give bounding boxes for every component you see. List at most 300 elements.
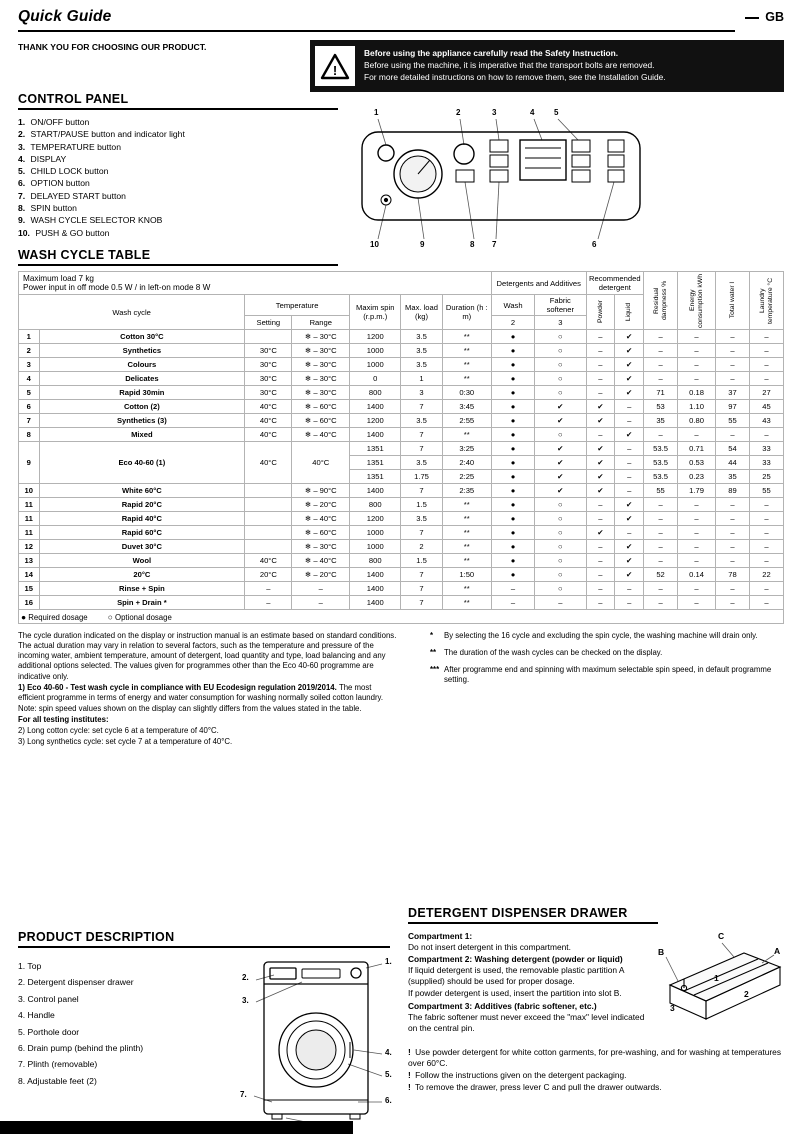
cycle-number: 12 <box>19 540 40 554</box>
temp-setting-cell <box>245 540 292 554</box>
cell-duration: ** <box>442 582 491 596</box>
warning-line-2: Before using the machine, it is imperative that the transport bolts are removed. <box>364 60 655 71</box>
machine-callout-5: 5. <box>385 1070 392 1079</box>
cycle-name: Rapid 30min <box>39 386 245 400</box>
cell-wash: ● <box>491 512 534 526</box>
table-note-bold: For all testing institutes: <box>18 715 109 724</box>
cell-liquid: – <box>615 484 644 498</box>
cell-softener: – <box>535 596 586 610</box>
header-rule <box>18 8 735 32</box>
drawer-label-a: A <box>774 946 781 956</box>
product-list-item: 5. Porthole door <box>18 1026 80 1037</box>
cell-wash: ● <box>491 456 534 470</box>
cell-dampness: – <box>644 372 678 386</box>
temp-range-cell: ❄ – 30°C <box>292 372 350 386</box>
cell-water: – <box>716 330 750 344</box>
temp-range-cell: – <box>292 596 350 610</box>
cell-temp: – <box>749 554 783 568</box>
cell-load: 1.75 <box>401 470 442 484</box>
col-total-water: Total water l <box>716 272 750 330</box>
cell-dampness: 53.5 <box>644 470 678 484</box>
cell-softener: ○ <box>535 540 586 554</box>
cell-load: 3 <box>401 386 442 400</box>
cell-temp: 27 <box>749 386 783 400</box>
footnote-text: The duration of the wash cycles can be checked on the display. <box>444 648 663 658</box>
temp-setting-cell <box>245 484 292 498</box>
cycle-number: 2 <box>19 344 40 358</box>
wash-cycle-row <box>19 400 784 414</box>
cell-duration: ** <box>442 358 491 372</box>
cycle-name: Rapid 40°C <box>39 512 245 526</box>
cell-liquid: ✔ <box>615 358 644 372</box>
cell-water: – <box>716 344 750 358</box>
cycle-number: 8 <box>19 428 40 442</box>
cell-spin: 1400 <box>350 596 401 610</box>
cell-wash: ● <box>491 372 534 386</box>
col-laundry-temperature: Laundry temperature °C <box>749 272 783 330</box>
control-panel-diagram <box>352 108 652 250</box>
cell-spin: 1351 <box>350 456 401 470</box>
cell-duration: ** <box>442 540 491 554</box>
cell-powder: ✔ <box>586 456 615 470</box>
detergent-paragraph-title: Compartment 2: Washing detergent (powder or liquid) <box>408 954 623 965</box>
cycle-number: 16 <box>19 596 40 610</box>
cell-liquid: – <box>615 596 644 610</box>
wash-cycle-row <box>19 330 784 344</box>
cell-temp: 43 <box>749 414 783 428</box>
table-note: 3) Long synthetics cycle: set cycle 7 at a temperature of 40°C. <box>18 737 233 747</box>
warning-triangle-icon <box>315 46 355 86</box>
footnote-mark: *** <box>430 665 440 675</box>
cycle-name: Rinse + Spin <box>39 582 245 596</box>
temp-range-cell: ❄ – 30°C <box>292 344 350 358</box>
product-description-heading: PRODUCT DESCRIPTION <box>18 930 390 948</box>
table-footnote <box>430 648 780 658</box>
cell-spin: 1351 <box>350 442 401 456</box>
cell-energy: 0.23 <box>678 470 716 484</box>
cycle-number: 11 <box>19 512 40 526</box>
cycle-name: 20°C <box>39 568 245 582</box>
temp-range-cell: ❄ – 40°C <box>292 554 350 568</box>
cell-spin: 800 <box>350 554 401 568</box>
cell-softener: ✔ <box>535 442 586 456</box>
cell-energy: – <box>678 582 716 596</box>
cell-spin: 1200 <box>350 330 401 344</box>
cell-water: – <box>716 372 750 386</box>
cell-powder: ✔ <box>586 484 615 498</box>
cell-powder: – <box>586 428 615 442</box>
cell-dampness: – <box>644 344 678 358</box>
cell-spin: 1400 <box>350 484 401 498</box>
col-softener-num: 3 <box>535 316 586 330</box>
temp-range-cell: 40°C <box>292 442 350 484</box>
wash-cycle-row <box>19 414 784 428</box>
panel-callout-7: 7 <box>492 240 497 249</box>
cell-energy: 1.10 <box>678 400 716 414</box>
cell-temp: 33 <box>749 456 783 470</box>
cell-temp: – <box>749 428 783 442</box>
cell-spin: 1400 <box>350 568 401 582</box>
cell-energy: – <box>678 358 716 372</box>
cell-softener: ✔ <box>535 470 586 484</box>
wash-cycle-row <box>19 442 784 456</box>
footnote-text: By selecting the 16 cycle and excluding the spin cycle, the washing machine will drain only. <box>444 631 758 640</box>
cell-temp: 22 <box>749 568 783 582</box>
cell-softener: ○ <box>535 330 586 344</box>
cell-water: – <box>716 428 750 442</box>
cell-wash: ● <box>491 526 534 540</box>
detergent-drawer-illustration <box>656 931 786 1043</box>
cell-energy: – <box>678 498 716 512</box>
cell-energy: 0.14 <box>678 568 716 582</box>
cell-dampness: – <box>644 526 678 540</box>
col-wash: Wash <box>491 295 534 316</box>
warning-banner <box>310 40 784 92</box>
cell-dampness: – <box>644 358 678 372</box>
cell-liquid: ✔ <box>615 344 644 358</box>
cycle-name: Eco 40-60 (1) <box>39 442 245 484</box>
table-info-line1: Maximum load 7 kg <box>23 274 94 283</box>
cell-wash: ● <box>491 498 534 512</box>
wash-cycle-table-heading: WASH CYCLE TABLE <box>18 248 338 266</box>
cycle-number: 11 <box>19 526 40 540</box>
cell-load: 7 <box>401 428 442 442</box>
cell-load: 1 <box>401 372 442 386</box>
drawer-label-1: 1 <box>714 973 719 983</box>
temp-setting-cell: 30°C <box>245 372 292 386</box>
wash-cycle-row <box>19 428 784 442</box>
cell-temp: – <box>749 526 783 540</box>
notes-left <box>18 631 400 748</box>
machine-callout-4: 4. <box>385 1048 392 1057</box>
cell-energy: – <box>678 526 716 540</box>
product-description-list <box>18 958 228 1089</box>
drawer-label-c: C <box>718 931 725 941</box>
cell-wash: ● <box>491 484 534 498</box>
cell-softener: ○ <box>535 386 586 400</box>
cell-dampness: – <box>644 330 678 344</box>
list-item-number: 10. <box>18 227 30 238</box>
wash-cycle-row <box>19 386 784 400</box>
table-notes <box>18 631 784 748</box>
cell-liquid: – <box>615 470 644 484</box>
cell-spin: 1200 <box>350 512 401 526</box>
drawer-label-b: B <box>658 947 665 957</box>
panel-callout-5: 5 <box>554 108 559 117</box>
thank-you-text: THANK YOU FOR CHOOSING OUR PRODUCT. <box>18 42 207 52</box>
wash-cycle-table <box>18 271 784 624</box>
temp-range-cell: ❄ – 40°C <box>292 512 350 526</box>
control-panel-list-item: 5. CHILD LOCK button <box>18 166 109 177</box>
temp-setting-cell: 40°C <box>245 400 292 414</box>
control-panel-list-item: 10. PUSH & GO button <box>18 227 110 238</box>
cell-softener: ○ <box>535 372 586 386</box>
cell-load: 1.5 <box>401 554 442 568</box>
cell-wash: ● <box>491 414 534 428</box>
cell-wash: ● <box>491 442 534 456</box>
cell-temp: – <box>749 330 783 344</box>
temp-setting-cell: – <box>245 596 292 610</box>
list-item-number: 8. <box>18 203 26 214</box>
temp-range-cell: ❄ – 90°C <box>292 484 350 498</box>
col-max-spin: Maxim spin (r.p.m.) <box>350 295 401 330</box>
cell-temp: – <box>749 498 783 512</box>
detergent-warning: ! Use powder detergent for white cotton garments, for pre-washing, and for washing at temperatures over 60°C. <box>408 1047 782 1069</box>
temp-setting-cell: 30°C <box>245 386 292 400</box>
exclamation-mark: ! <box>408 1082 411 1093</box>
product-list-item: 7. Plinth (removable) <box>18 1059 98 1070</box>
cell-energy: – <box>678 512 716 526</box>
cycle-number: 1 <box>19 330 40 344</box>
wash-cycle-row <box>19 540 784 554</box>
cell-water: 35 <box>716 470 750 484</box>
product-list-item: 1. Top <box>18 961 42 971</box>
control-panel-section <box>18 92 784 248</box>
exclamation-mark: ! <box>408 1070 411 1081</box>
cell-load: 3.5 <box>401 344 442 358</box>
product-description-section <box>18 930 406 1130</box>
cell-duration: 1:50 <box>442 568 491 582</box>
cell-softener: ○ <box>535 554 586 568</box>
warning-line-1: Before using the appliance carefully read the Safety Instruction. <box>364 48 619 59</box>
cell-temp: – <box>749 358 783 372</box>
col-temperature: Temperature <box>245 295 350 316</box>
table-footnote <box>430 665 780 685</box>
page-title: Quick Guide <box>18 8 112 25</box>
list-item-number: 5. <box>18 166 26 177</box>
cell-temp: 55 <box>749 484 783 498</box>
temp-range-cell: ❄ – 30°C <box>292 358 350 372</box>
cell-spin: 800 <box>350 386 401 400</box>
cell-wash: ● <box>491 386 534 400</box>
cycle-name: Rapid 60°C <box>39 526 245 540</box>
cell-powder: – <box>586 540 615 554</box>
cell-powder: – <box>586 498 615 512</box>
cell-powder: – <box>586 358 615 372</box>
cell-liquid: ✔ <box>615 428 644 442</box>
detergent-paragraph-text: If powder detergent is used, insert the partition into slot B. <box>408 988 622 999</box>
cell-water: 97 <box>716 400 750 414</box>
cell-wash: ● <box>491 470 534 484</box>
cell-spin: 1000 <box>350 344 401 358</box>
list-item-number: 3. <box>18 141 26 152</box>
cell-softener: ✔ <box>535 484 586 498</box>
footnote-mark: * <box>430 631 434 640</box>
table-note: Note: spin speed values shown on the display can slightly differs from the values stated in the table. <box>18 703 362 713</box>
product-list-item: 6. Drain pump (behind the plinth) <box>18 1043 144 1054</box>
washing-machine-illustration <box>240 952 400 1130</box>
temp-setting-cell <box>245 498 292 512</box>
panel-callout-1: 1 <box>374 108 379 117</box>
legend-row <box>19 610 784 624</box>
wash-cycle-row <box>19 358 784 372</box>
cell-duration: 2:55 <box>442 414 491 428</box>
panel-callout-3: 3 <box>492 108 497 117</box>
cell-load: 7 <box>401 442 442 456</box>
cell-dampness: – <box>644 540 678 554</box>
warning-text <box>364 48 666 84</box>
cell-load: 7 <box>401 526 442 540</box>
wash-cycle-table-section <box>18 248 784 748</box>
cell-energy: – <box>678 596 716 610</box>
wash-table-body <box>19 330 784 610</box>
cell-water: – <box>716 540 750 554</box>
col-wash-num: 2 <box>491 316 534 330</box>
cell-duration: ** <box>442 428 491 442</box>
panel-callout-6: 6 <box>592 240 597 249</box>
table-note: 1) Eco 40-60 - Test wash cycle in compliance with EU Ecodesign regulation 2019/2014. The most efficient programme in terms of energy and water consumption for washing normally soiled cotton laundry. <box>18 682 384 702</box>
cycle-number: 14 <box>19 568 40 582</box>
temp-range-cell: ❄ – 30°C <box>292 540 350 554</box>
cycle-name: Synthetics (3) <box>39 414 245 428</box>
cell-powder: – <box>586 344 615 358</box>
page-bottom-bar <box>0 1121 353 1134</box>
temp-range-cell: ❄ – 60°C <box>292 414 350 428</box>
control-panel-list <box>18 116 348 239</box>
temp-setting-cell: 40°C <box>245 554 292 568</box>
cell-liquid: ✔ <box>615 554 644 568</box>
machine-callout-2: 2. <box>242 973 249 982</box>
cell-water: – <box>716 498 750 512</box>
dosage-legend <box>19 610 784 624</box>
page-header <box>18 8 784 32</box>
temp-setting-cell <box>245 512 292 526</box>
drawer-label-3: 3 <box>670 1003 675 1013</box>
cell-powder: ✔ <box>586 526 615 540</box>
detergent-paragraph-title: Compartment 3: Additives (fabric softener, etc.) <box>408 1000 597 1011</box>
cycle-name: Cotton (2) <box>39 400 245 414</box>
col-liquid: Liquid <box>615 295 644 330</box>
cell-duration: ** <box>442 498 491 512</box>
cell-powder: ✔ <box>586 400 615 414</box>
detergent-paragraph-text: If liquid detergent is used, the removable plastic partition A (supplied) should be used for proper dosage. <box>408 965 625 987</box>
cell-powder: – <box>586 330 615 344</box>
cycle-number: 9 <box>19 442 40 484</box>
cell-wash: ● <box>491 330 534 344</box>
cell-load: 1.5 <box>401 498 442 512</box>
col-energy-consumption: Energy consumption kWh <box>678 272 716 330</box>
list-item-number: 9. <box>18 215 26 226</box>
machine-callout-6: 6. <box>385 1096 392 1105</box>
cell-powder: – <box>586 582 615 596</box>
cell-energy: – <box>678 330 716 344</box>
cell-water: – <box>716 554 750 568</box>
cell-load: 3.5 <box>401 414 442 428</box>
cycle-name: Rapid 20°C <box>39 498 245 512</box>
cell-powder: – <box>586 372 615 386</box>
cell-duration: 3:25 <box>442 442 491 456</box>
detergent-drawer-heading: DETERGENT DISPENSER DRAWER <box>408 906 658 924</box>
temp-setting-cell: 40°C <box>245 428 292 442</box>
cell-wash: ● <box>491 540 534 554</box>
list-item-number: 2. <box>18 129 26 140</box>
control-panel-list-item: 3. TEMPERATURE button <box>18 141 121 152</box>
cycle-name: Synthetics <box>39 344 245 358</box>
cell-duration: ** <box>442 330 491 344</box>
cell-duration: ** <box>442 526 491 540</box>
machine-callout-1: 1. <box>385 957 392 966</box>
cell-duration: ** <box>442 554 491 568</box>
detergent-drawer-section <box>408 906 786 1094</box>
wash-cycle-row <box>19 554 784 568</box>
detergent-paragraph <box>408 931 656 953</box>
temp-setting-cell: 30°C <box>245 358 292 372</box>
control-panel-list-item: 4. DISPLAY <box>18 153 67 164</box>
table-footnote <box>430 631 780 641</box>
exclamation-mark: ! <box>408 1047 411 1057</box>
temp-range-cell: – <box>292 582 350 596</box>
temp-range-cell: ❄ – 60°C <box>292 526 350 540</box>
control-panel-heading: CONTROL PANEL <box>18 92 338 110</box>
cell-duration: ** <box>442 344 491 358</box>
temp-setting-cell <box>245 526 292 540</box>
cell-duration: 2:35 <box>442 484 491 498</box>
cycle-number: 13 <box>19 554 40 568</box>
cell-load: 7 <box>401 400 442 414</box>
cycle-number: 5 <box>19 386 40 400</box>
detergent-paragraph-title: Compartment 1: <box>408 931 473 941</box>
cell-spin: 1000 <box>350 526 401 540</box>
cell-softener: ✔ <box>535 414 586 428</box>
cell-softener: ✔ <box>535 456 586 470</box>
cycle-name: Spin + Drain * <box>39 596 245 610</box>
product-list-item: 2. Detergent dispenser drawer <box>18 977 134 988</box>
cell-dampness: – <box>644 512 678 526</box>
cycle-number: 6 <box>19 400 40 414</box>
cell-temp: – <box>749 582 783 596</box>
machine-callout-3: 3. <box>242 996 249 1005</box>
cell-softener: ○ <box>535 344 586 358</box>
cell-temp: 25 <box>749 470 783 484</box>
table-note: 2) Long cotton cycle: set cycle 6 at a temperature of 40°C. <box>18 726 219 736</box>
cell-liquid: – <box>615 456 644 470</box>
cell-water: – <box>716 512 750 526</box>
cell-temp: 33 <box>749 442 783 456</box>
footnote-mark: ** <box>430 648 437 658</box>
temp-setting-cell: 40°C <box>245 442 292 484</box>
cell-temp: – <box>749 596 783 610</box>
notes-right <box>430 631 780 748</box>
temp-range-cell: ❄ – 30°C <box>292 330 350 344</box>
cell-dampness: 53 <box>644 400 678 414</box>
cell-energy: 0.71 <box>678 442 716 456</box>
cell-powder: – <box>586 386 615 400</box>
cell-spin: 1400 <box>350 400 401 414</box>
detergent-warnings <box>408 1047 786 1093</box>
cell-temp: – <box>749 512 783 526</box>
cell-load: 3.5 <box>401 358 442 372</box>
detergent-paragraph <box>408 988 656 999</box>
panel-callout-2: 2 <box>456 108 461 117</box>
cell-water: 89 <box>716 484 750 498</box>
cell-liquid: – <box>615 526 644 540</box>
svg-text:!: ! <box>332 62 338 78</box>
wash-cycle-row <box>19 498 784 512</box>
cell-softener: ○ <box>535 498 586 512</box>
table-note <box>18 715 400 725</box>
cycle-name: Colours <box>39 358 245 372</box>
cell-softener: ○ <box>535 358 586 372</box>
cell-duration: ** <box>442 596 491 610</box>
cycle-name: Duvet 30°C <box>39 540 245 554</box>
detergent-warning: ! To remove the drawer, press lever C and pull the drawer outwards. <box>408 1082 662 1093</box>
list-item-number: 7. <box>18 190 26 201</box>
cell-energy: 0.53 <box>678 456 716 470</box>
cell-spin: 1351 <box>350 470 401 484</box>
control-panel-list-item: 7. DELAYED START button <box>18 190 126 201</box>
col-wash-cycle: Wash cycle <box>19 295 245 330</box>
cell-dampness: – <box>644 428 678 442</box>
